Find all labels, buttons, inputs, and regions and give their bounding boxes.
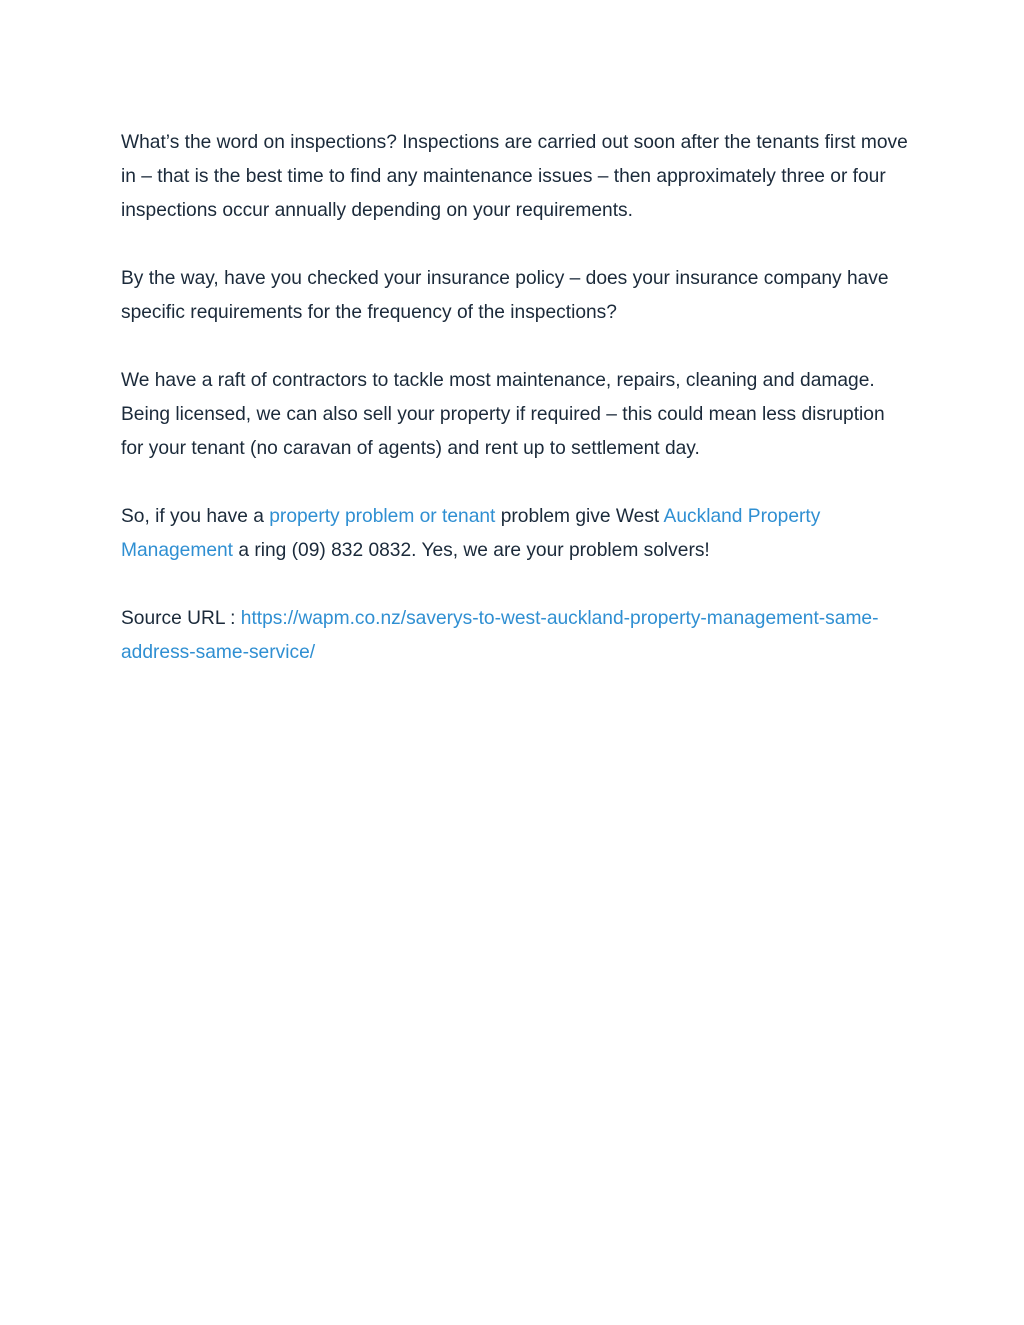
paragraph-inspections: What’s the word on inspections? Inspections are carried out soon after the tenants first move in – that is the best time to find any maintenance issues – then approximately three or four inspections occur annually depending on your requirements. (121, 132, 908, 221)
contact-text-2: problem give West (495, 506, 664, 527)
property-problem-link[interactable]: property problem or tenant (269, 506, 496, 527)
contact-text-1: So, if you have a (121, 506, 270, 527)
paragraph-insurance: By the way, have you checked your insurance policy – does your insurance company have specific requirements for the frequency of the inspections? (121, 268, 889, 323)
source-label: Source URL : (121, 608, 241, 629)
source-url-link[interactable]: https://wapm.co.nz/saverys-to-west-auckland-property-management-same-address-same-service/ (121, 608, 879, 663)
auckland-property-management-link[interactable]: Auckland Property Management (121, 506, 821, 561)
paragraph-contractors: We have a raft of contractors to tackle most maintenance, repairs, cleaning and damage. Being licensed, we can also sell your property if required – this could mean less disruption for your tenant (no caravan of agents) and rent up to settlement day. (121, 370, 885, 459)
contact-text-3: a ring (09) 832 0832. Yes, we are your problem solvers! (233, 540, 710, 561)
source-line (121, 602, 911, 670)
paragraph-contact (121, 500, 911, 568)
document-body (121, 126, 911, 704)
